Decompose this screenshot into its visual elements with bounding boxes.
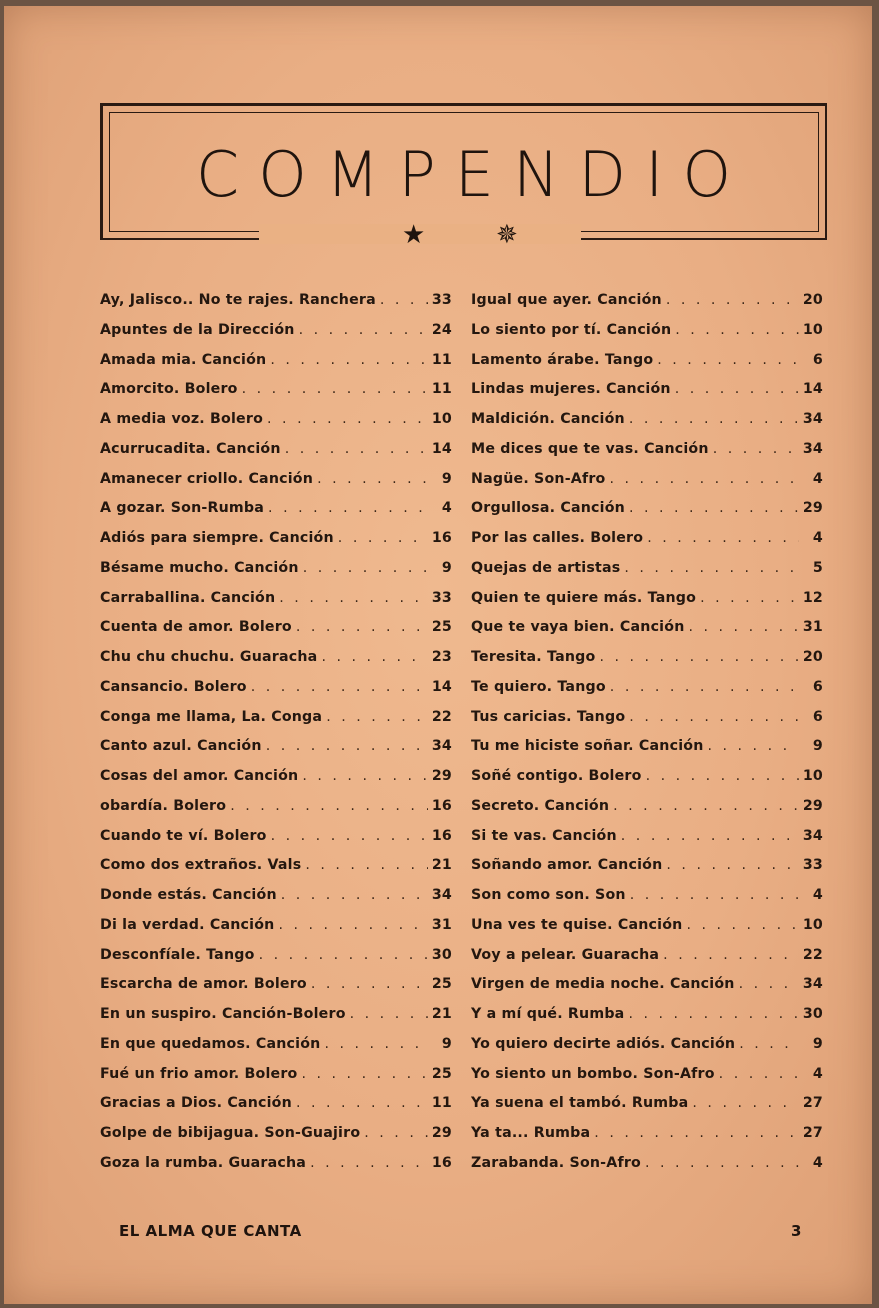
entry-title: Tus caricias. Tango	[471, 708, 626, 725]
entry-title: Goza la rumba. Guaracha	[100, 1154, 307, 1171]
entry-page: 16	[431, 1154, 452, 1171]
entry-page: 25	[431, 619, 452, 636]
dot-leader	[666, 292, 799, 308]
entry-title: Donde estás. Canción	[100, 887, 277, 903]
entry-title: Una ves te quise. Canción	[471, 916, 683, 933]
page-title: COMPENDIO	[195, 138, 751, 211]
index-entry	[471, 1125, 823, 1155]
dot-leader	[663, 947, 799, 963]
index-entry	[100, 381, 452, 411]
dot-leader	[271, 828, 428, 844]
index-entry	[100, 411, 452, 441]
entry-title: Amada mia. Canción	[100, 351, 267, 368]
dot-leader	[645, 1155, 799, 1171]
index-entry	[471, 768, 823, 798]
dot-leader	[268, 500, 428, 516]
entry-title: Ya suena el tambó. Rumba	[471, 1095, 689, 1112]
dot-leader	[629, 500, 799, 516]
entry-title: Gracias a Dios. Canción	[100, 1095, 292, 1112]
index-entry	[100, 322, 452, 352]
entry-title: Orgullosa. Canción	[471, 500, 625, 517]
index-column-right	[471, 292, 823, 1185]
entry-page: 20	[802, 649, 823, 665]
entry-title: Teresita. Tango	[471, 649, 596, 665]
entry-page: 33	[431, 589, 452, 606]
index-column-left	[100, 292, 452, 1185]
dot-leader	[675, 381, 799, 397]
index-entry	[471, 828, 823, 858]
entry-page: 12	[802, 589, 823, 606]
entry-page: 34	[802, 411, 823, 427]
publication-name: EL ALMA QUE CANTA	[119, 1222, 302, 1240]
dot-leader	[713, 441, 799, 457]
entry-title: Ay, Jalisco.. No te rajes. Ranchera	[100, 292, 376, 308]
entry-title: Amanecer criollo. Canción	[100, 470, 314, 487]
entry-page: 11	[431, 351, 452, 368]
entry-title: Amorcito. Bolero	[100, 381, 238, 398]
dot-leader	[242, 381, 428, 397]
entry-title: Igual que ayer. Canción	[471, 292, 662, 308]
entry-page: 22	[802, 946, 823, 963]
dot-leader	[302, 768, 427, 784]
entry-title: Si te vas. Canción	[471, 827, 617, 844]
entry-page: 6	[812, 351, 823, 368]
entry-page: 27	[802, 1125, 823, 1141]
entry-page: 14	[431, 678, 452, 695]
entry-page: 29	[802, 500, 823, 517]
entry-page: 16	[431, 530, 452, 546]
index-entry	[471, 560, 823, 590]
index-entry	[100, 857, 452, 887]
entry-title: Golpe de bibijagua. Son-Guajiro	[100, 1125, 361, 1141]
entry-title: Adiós para siempre. Canción	[100, 530, 334, 546]
dot-leader	[647, 530, 799, 546]
index-entry	[100, 1095, 452, 1125]
index-entry	[100, 649, 452, 679]
entry-title: Soñando amor. Canción	[471, 857, 663, 874]
dot-leader	[266, 738, 428, 754]
index-entry	[471, 619, 823, 649]
entry-page: 10	[431, 411, 452, 427]
entry-page: 4	[812, 1065, 823, 1082]
entry-page: 4	[441, 500, 452, 517]
index-entry	[100, 560, 452, 590]
dot-leader	[350, 1006, 428, 1022]
entry-title: Lo siento por tí. Canción	[471, 321, 672, 338]
dot-leader	[303, 560, 428, 576]
index-entry	[100, 500, 452, 530]
entry-page: 34	[802, 440, 823, 457]
entry-title: Yo quiero decirte adiós. Canción	[471, 1035, 736, 1052]
entry-page: 5	[812, 559, 823, 576]
dot-leader	[675, 322, 799, 338]
entry-page: 29	[431, 1125, 452, 1141]
index-entry	[100, 1006, 452, 1036]
entry-title: Quien te quiere más. Tango	[471, 589, 697, 606]
index-entry	[100, 887, 452, 917]
index-entry	[471, 292, 823, 322]
entry-page: 29	[431, 768, 452, 784]
index-entry	[471, 411, 823, 441]
index-entry	[100, 352, 452, 382]
entry-title: Y a mí qué. Rumba	[471, 1006, 625, 1022]
index-entry	[471, 530, 823, 560]
index-entry	[471, 471, 823, 501]
index-entry	[100, 619, 452, 649]
entry-title: En que quedamos. Canción	[100, 1035, 321, 1052]
dot-leader	[251, 679, 428, 695]
entry-title: Chu chu chuchu. Guaracha	[100, 649, 318, 665]
dot-leader	[666, 857, 798, 873]
dot-leader	[621, 828, 799, 844]
entry-title: Maldición. Canción	[471, 411, 625, 427]
index-entry	[100, 738, 452, 768]
dot-leader	[326, 709, 428, 725]
dot-leader	[230, 798, 428, 814]
entry-page: 34	[802, 976, 823, 993]
entry-page: 20	[802, 292, 823, 308]
entry-page: 4	[812, 530, 823, 546]
entry-title: Lamento árabe. Tango	[471, 351, 654, 368]
dot-leader	[281, 887, 428, 903]
index-entry	[100, 530, 452, 560]
index-entry	[471, 590, 823, 620]
index-entry	[100, 471, 452, 501]
dot-leader	[689, 619, 799, 635]
entry-page: 34	[431, 887, 452, 903]
index-entry	[471, 709, 823, 739]
entry-title: Bésame mucho. Canción	[100, 559, 299, 576]
entry-title: Zarabanda. Son-Afro	[471, 1154, 641, 1171]
entry-title: Como dos extraños. Vals	[100, 857, 302, 874]
entry-title: Carraballina. Canción	[100, 589, 276, 606]
index-entry	[471, 679, 823, 709]
dot-leader	[708, 738, 800, 754]
entry-title: Soñé contigo. Bolero	[471, 768, 642, 784]
index-entry	[100, 1155, 452, 1185]
index-entry	[471, 1036, 823, 1066]
index-entry	[471, 381, 823, 411]
index-entry	[471, 738, 823, 768]
entry-title: obardía. Bolero	[100, 797, 227, 814]
entry-page: 9	[441, 470, 452, 487]
dot-leader	[613, 798, 799, 814]
entry-title: Son como son. Son	[471, 887, 626, 903]
dot-leader	[310, 1155, 428, 1171]
index-entry	[471, 1155, 823, 1185]
entry-page: 11	[431, 381, 452, 398]
star-icon: ★	[402, 220, 426, 250]
dot-leader	[305, 857, 427, 873]
magazine-page	[4, 6, 872, 1304]
dot-leader	[285, 441, 428, 457]
entry-page: 33	[431, 292, 452, 308]
index-entry	[100, 1066, 452, 1096]
entry-title: Tu me hiciste soñar. Canción	[471, 738, 704, 755]
index-entry	[100, 947, 452, 977]
entry-page: 9	[812, 738, 823, 755]
entry-title: Yo siento un bombo. Son-Afro	[471, 1065, 715, 1082]
entry-page: 25	[431, 976, 452, 993]
entry-title: Por las calles. Bolero	[471, 530, 644, 546]
star-ornament-icon: ✵	[496, 220, 518, 250]
dot-leader	[692, 1095, 798, 1111]
entry-title: A gozar. Son-Rumba	[100, 500, 265, 517]
index-entry	[100, 976, 452, 1006]
entry-title: A media voz. Bolero	[100, 411, 264, 427]
dot-leader	[299, 322, 428, 338]
index-entry	[471, 1095, 823, 1125]
dot-leader	[259, 947, 428, 963]
entry-page: 34	[802, 827, 823, 844]
entry-page: 21	[431, 1006, 452, 1022]
entry-title: Lindas mujeres. Canción	[471, 381, 671, 398]
dot-leader	[629, 411, 799, 427]
entry-page: 22	[431, 708, 452, 725]
dot-leader	[739, 976, 799, 992]
entry-title: Acurrucadita. Canción	[100, 440, 281, 457]
entry-title: Conga me llama, La. Conga	[100, 708, 323, 725]
entry-page: 34	[431, 738, 452, 755]
entry-title: Voy a pelear. Guaracha	[471, 946, 660, 963]
index-entry	[100, 292, 452, 322]
entry-page: 33	[802, 857, 823, 874]
dot-leader	[657, 352, 799, 368]
entry-title: Ya ta... Rumba	[471, 1125, 591, 1141]
index-entry	[100, 917, 452, 947]
entry-title: Cansancio. Bolero	[100, 678, 247, 695]
entry-page: 9	[441, 559, 452, 576]
dot-leader	[267, 411, 428, 427]
entry-title: Cosas del amor. Canción	[100, 768, 299, 784]
dot-leader	[278, 917, 427, 933]
index-entry	[471, 976, 823, 1006]
entry-title: Secreto. Canción	[471, 797, 610, 814]
dot-leader	[630, 887, 799, 903]
entry-page: 14	[802, 381, 823, 398]
index-entry	[100, 590, 452, 620]
dot-leader	[599, 649, 798, 665]
entry-page: 25	[431, 1065, 452, 1082]
index-entry	[471, 352, 823, 382]
entry-page: 9	[441, 1035, 452, 1052]
dot-leader	[594, 1125, 799, 1141]
entry-title: Que te vaya bien. Canción	[471, 619, 685, 636]
index-entry	[471, 798, 823, 828]
index-entry	[100, 828, 452, 858]
entry-page: 11	[431, 1095, 452, 1112]
entry-title: En un suspiro. Canción-Bolero	[100, 1006, 346, 1022]
index-entry	[100, 1125, 452, 1155]
dot-leader	[624, 560, 799, 576]
dot-leader	[324, 1036, 428, 1052]
entry-page: 31	[802, 619, 823, 636]
entry-page: 10	[802, 916, 823, 933]
index-entry	[471, 441, 823, 471]
entry-page: 10	[802, 768, 823, 784]
index-entry	[100, 1036, 452, 1066]
entry-title: Cuando te ví. Bolero	[100, 827, 267, 844]
dot-leader	[380, 292, 428, 308]
entry-title: Escarcha de amor. Bolero	[100, 976, 307, 993]
entry-title: Fué un frio amor. Bolero	[100, 1065, 298, 1082]
dot-leader	[628, 1006, 798, 1022]
dot-leader	[646, 768, 799, 784]
dot-leader	[338, 530, 428, 546]
dot-leader	[610, 471, 799, 487]
entry-title: Nagüe. Son-Afro	[471, 470, 606, 487]
entry-page: 6	[812, 678, 823, 695]
entry-title: Virgen de media noche. Canción	[471, 976, 735, 993]
index-entry	[471, 1066, 823, 1096]
dot-leader	[321, 649, 427, 665]
index-entry	[471, 1006, 823, 1036]
entry-page: 23	[431, 649, 452, 665]
dot-leader	[296, 1095, 428, 1111]
index-entry	[471, 917, 823, 947]
dot-leader	[719, 1066, 799, 1082]
dot-leader	[279, 590, 428, 606]
dot-leader	[610, 679, 799, 695]
dot-leader	[629, 709, 799, 725]
entry-title: Me dices que te vas. Canción	[471, 440, 709, 457]
dot-leader	[700, 590, 799, 606]
dot-leader	[739, 1036, 799, 1052]
entry-title: Te quiero. Tango	[471, 678, 606, 695]
dot-leader	[317, 471, 428, 487]
entry-page: 30	[431, 946, 452, 963]
entry-title: Apuntes de la Dirección	[100, 321, 295, 338]
entry-title: Di la verdad. Canción	[100, 916, 275, 933]
entry-title: Canto azul. Canción	[100, 738, 262, 755]
entry-page: 16	[431, 827, 452, 844]
dot-leader	[686, 917, 798, 933]
index-entry	[471, 322, 823, 352]
index-entry	[100, 798, 452, 828]
entry-page: 9	[812, 1035, 823, 1052]
entry-page: 16	[431, 797, 452, 814]
index-entry	[471, 649, 823, 679]
index-entry	[100, 679, 452, 709]
entry-page: 24	[431, 321, 452, 338]
dot-leader	[270, 352, 427, 368]
entry-page: 31	[431, 916, 452, 933]
dot-leader	[311, 976, 428, 992]
entry-page: 10	[802, 321, 823, 338]
page-number: 3	[791, 1222, 802, 1240]
dot-leader	[364, 1125, 428, 1141]
entry-page: 29	[802, 797, 823, 814]
entry-page: 6	[812, 708, 823, 725]
index-entry	[100, 768, 452, 798]
entry-page: 30	[802, 1006, 823, 1022]
index-entry	[100, 709, 452, 739]
entry-page: 4	[812, 470, 823, 487]
dot-leader	[296, 619, 428, 635]
index-entry	[100, 441, 452, 471]
index-entry	[471, 857, 823, 887]
dot-leader	[302, 1066, 428, 1082]
entry-page: 21	[431, 857, 452, 874]
index-entry	[471, 887, 823, 917]
entry-title: Desconfíale. Tango	[100, 946, 255, 963]
title-frame	[100, 103, 827, 240]
index-entry	[471, 947, 823, 977]
entry-page: 4	[812, 1154, 823, 1171]
entry-title: Quejas de artistas	[471, 559, 621, 576]
entry-title: Cuenta de amor. Bolero	[100, 619, 292, 636]
entry-page: 27	[802, 1095, 823, 1112]
entry-page: 4	[812, 887, 823, 903]
index-entry	[471, 500, 823, 530]
entry-page: 14	[431, 440, 452, 457]
